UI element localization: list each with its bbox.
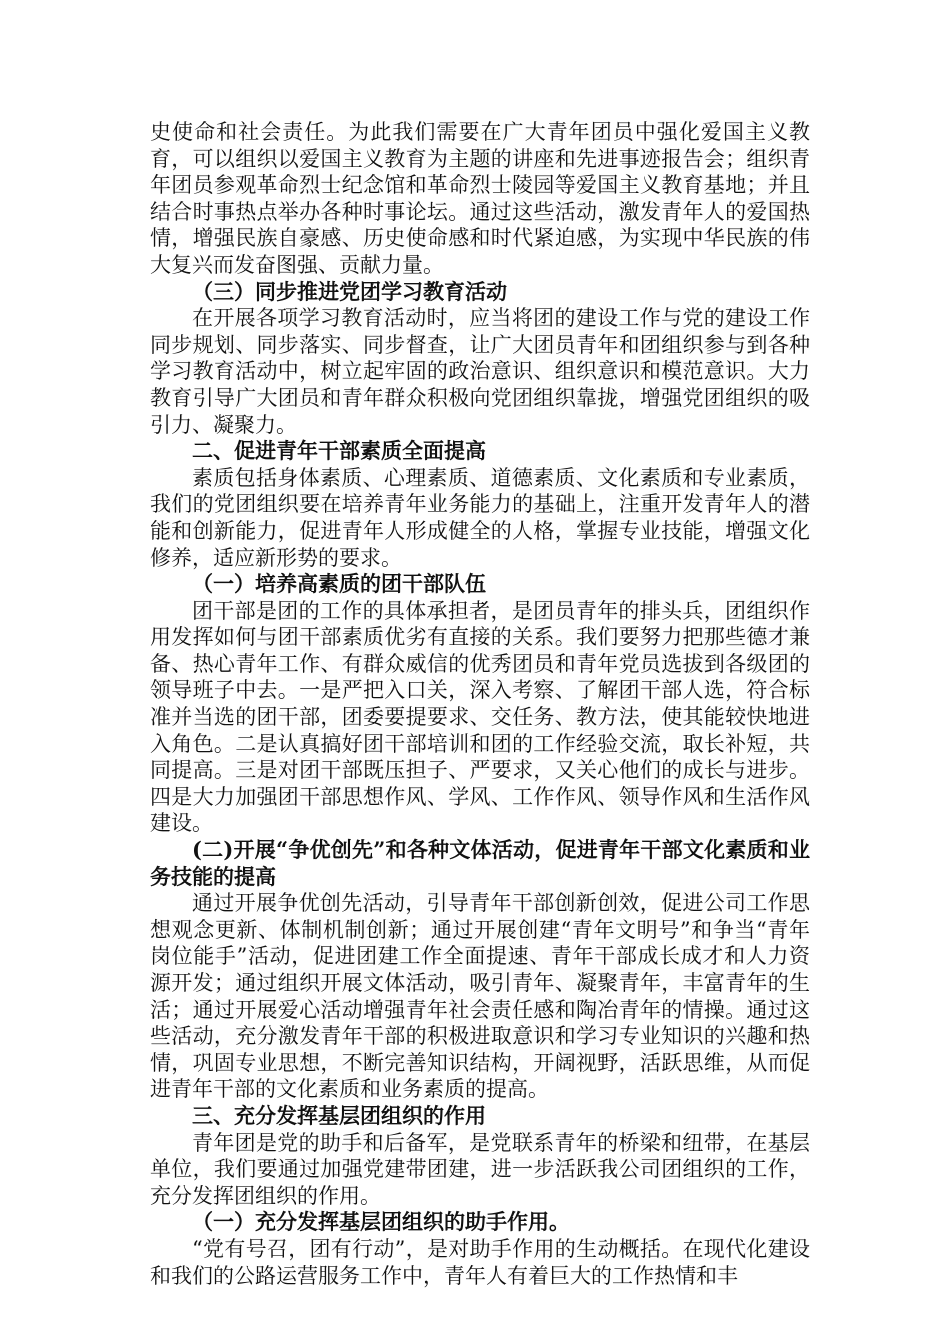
body-paragraph: 在开展各项学习教育活动时，应当将团的建设工作与党的建设工作同步规划、同步落实、同步督查，让广大团员青年和团组织参与到各种学习教育活动中，树立起牢固的政治意识、组织意识和模范意识。大力教育引导广大团员和青年群众积极向党团组织靠拢，增强党团组织的吸引力、凝聚力。 (150, 306, 810, 437)
section-heading: （一）培养高素质的团干部队伍 (192, 571, 486, 597)
section-heading: （三）同步推进党团学习教育活动 (192, 278, 507, 304)
body-paragraph: 素质包括身体素质、心理素质、道德素质、文化素质和专业素质，我们的党团组织要在培养青年业务能力的基础上，注重开发青年人的潜能和创新能力，促进青年人形成健全的人格，掌握专业技能，增强文化修养，适应新形势的要求。 (150, 465, 810, 570)
document-page (150, 119, 810, 1289)
section-heading: （一）充分发挥基层团组织的助手作用。 (192, 1209, 570, 1235)
body-paragraph: “党有号召，团有行动”，是对助手作用的生动概括。在现代化建设和我们的公路运营服务工作中，青年人有着巨大的工作热情和丰 (150, 1236, 810, 1288)
section-heading: (二)开展“争优创先”和各种文体活动，促进青年干部文化素质和业务技能的提高 (150, 837, 810, 889)
body-paragraph: 史使命和社会责任。为此我们需要在广大青年团员中强化爱国主义教育，可以组织以爱国主义教育为主题的讲座和先进事迹报告会；组织青年团员参观革命烈士纪念馆和革命烈士陵园等爱国主义教育基地；并且结合时事热点举办各种时事论坛。通过这些活动，激发青年人的爱国热情，增强民族自豪感、历史使命感和时代紧迫感，为实现中华民族的伟大复兴而发奋图强、贡献力量。 (150, 120, 810, 277)
section-heading: 二、促进青年干部素质全面提高 (192, 438, 486, 464)
body-paragraph: 团干部是团的工作的具体承担者，是团员青年的排头兵，团组织作用发挥如何与团干部素质优劣有直接的关系。我们要努力把那些德才兼备、热心青年工作、有群众威信的优秀团员和青年党员选拔到各级团的领导班子中去。一是严把入口关，深入考察、了解团干部人选，符合标准并当选的团干部，团委要提要求、交任务、教方法，使其能较快地进入角色。二是认真搞好团干部培训和团的工作经验交流，取长补短，共同提高。三是对团干部既压担子、严要求，又关心他们的成长与进步。四是大力加强团干部思想作风、学风、工作作风、领导作风和生活作风建设。 (150, 598, 810, 836)
section-heading: 三、充分发挥基层团组织的作用 (192, 1102, 486, 1128)
body-paragraph: 青年团是党的助手和后备军，是党联系青年的桥梁和纽带，在基层单位，我们要通过加强党建带团建，进一步活跃我公司团组织的工作，充分发挥团组织的作用。 (150, 1130, 810, 1208)
body-paragraph: 通过开展争优创先活动，引导青年干部创新创效，促进公司工作思想观念更新、体制机制创新；通过开展创建“青年文明号”和争当“青年岗位能手”活动，促进团建工作全面提速、青年干部成长成才和人力资源开发；通过组织开展文体活动，吸引青年、凝聚青年，丰富青年的生活；通过开展爱心活动增强青年社会责任感和陶冶青年的情操。通过这些活动，充分激发青年干部的积极进取意识和学习专业知识的兴趣和热情，巩固专业思想，不断完善知识结构，开阔视野，活跃思维，从而促进青年干部的文化素质和业务素质的提高。 (150, 891, 810, 1102)
